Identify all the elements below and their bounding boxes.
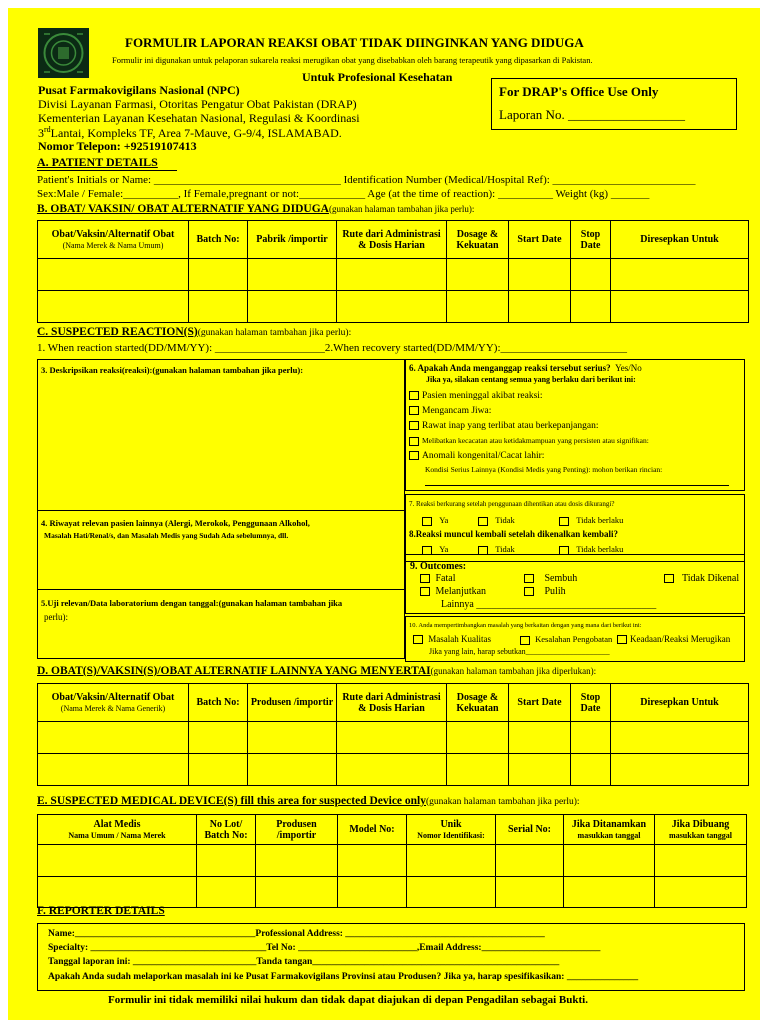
q9-sembuh[interactable]: Sembuh (524, 573, 577, 584)
q7-question: 7. Reaksi berkurang setelah penggunaan dihentikan atau dosis dikurangi? (409, 500, 615, 508)
reporter-name-line[interactable]: Name:______________________________________Professional Address: __________________________________________ (48, 929, 545, 939)
section-a-heading: A. PATIENT DETAILS (37, 155, 158, 169)
q9-tidak-dikenal[interactable]: Tidak Dikenal (664, 573, 739, 584)
q10-medication-error[interactable]: Kesalahan Pengobatan (520, 634, 612, 645)
col-prescribed-for: Diresepkan Untuk (611, 684, 749, 722)
office-use-title: For DRAP's Office Use Only (499, 84, 659, 99)
table-row[interactable] (38, 259, 749, 291)
col-model: Model No: (338, 815, 407, 845)
report-date-line[interactable]: Tanggal laporan ini: __________________________Tanda tangan____________________________________________________ (48, 957, 560, 967)
col-manufacturer: Produsen /importir (248, 684, 337, 722)
checkbox[interactable] (409, 451, 419, 460)
q9-lainnya[interactable]: Lainnya ____________________________________ (441, 599, 657, 610)
form-sheet (8, 8, 760, 1020)
reaction-description-box[interactable] (37, 359, 405, 511)
col-serial: Serial No: (496, 815, 564, 845)
col-drug-name: Obat/Vaksin/Alternatif Obat (Nama Merek & Nama Generik) (38, 684, 189, 722)
org-line-2: Divisi Layanan Farmasi, Otoritas Pengatur Obat Pakistan (DRAP) (38, 97, 357, 111)
concomitant-drug-table (37, 683, 749, 786)
section-e-heading: E. SUSPECTED MEDICAL DEVICE(S) fill this area for suspected Device only(gunakan halaman tambahan jika perlu): (37, 795, 580, 807)
col-prescribed-for: Diresepkan Untuk (611, 221, 749, 259)
lab-data-box[interactable] (37, 589, 405, 659)
q9-fatal[interactable]: Fatal (420, 573, 456, 584)
table-row[interactable] (38, 877, 747, 908)
problem-type-box (405, 616, 745, 662)
q9-melanjutkan[interactable]: Melanjutkan (420, 586, 486, 597)
q7-ya[interactable]: Ya (422, 515, 448, 526)
col-unique-id: Unik Nomor Identifikasi: (407, 815, 496, 845)
q6-sub: Jika ya, silakan centang semua yang berlaku dari berikut ini: (426, 375, 636, 384)
col-start-date: Start Date (509, 221, 571, 259)
suspected-drug-table (37, 220, 749, 323)
outcomes-box (405, 554, 745, 614)
medical-device-table (37, 814, 747, 908)
col-implanted: Jika Ditanamkan masukkan tanggal (564, 815, 655, 845)
col-explanted: Jika Dibuang masukkan tanggal (655, 815, 747, 845)
q10-other[interactable]: Jika yang lain, harap sebutkan_____________________ (429, 647, 610, 656)
col-manufacturer: Produsen /importir (256, 815, 338, 845)
patient-sex-line[interactable]: Sex:Male / Female:__________, If Female,pregnant or not:____________ Age (at the time of reaction): __________ Weight (kg) _______ (37, 188, 650, 200)
org-line-1: Pusat Farmakovigilans Nasional (NPC) (38, 83, 240, 97)
q6-question: 6. Apakah Anda menganggap reaksi tersebut serius? Yes/No (409, 363, 642, 373)
q3-label: 3. Deskripsikan reaksi(reaksi):(gunakan halaman tambahan jika perlu): (41, 365, 304, 375)
section-c-heading: C. SUSPECTED REACTION(S)(gunakan halaman tambahan jika perlu): (37, 326, 352, 338)
col-batch: Batch No: (189, 221, 248, 259)
q10-quality[interactable]: Masalah Kualitas (413, 634, 491, 644)
col-drug-name: Obat/Vaksin/Alternatif Obat (Nama Merek & Nama Umum) (38, 221, 189, 259)
q6-option-died[interactable]: Pasien meninggal akibat reaksi: (409, 391, 543, 401)
q6-option-disability[interactable]: Melibatkan kecacatan atau ketidakmampuan yang persisten atau signifikan: (409, 436, 649, 446)
q8-tidak-berlaku[interactable]: Tidak berlaku (559, 544, 623, 555)
office-use-box (491, 78, 737, 130)
checkbox[interactable] (409, 406, 419, 415)
drap-logo (38, 28, 89, 78)
table-row[interactable] (38, 845, 747, 877)
col-stop-date: Stop Date (571, 221, 611, 259)
col-route: Rute dari Administrasi & Dosis Harian (337, 221, 447, 259)
table-row[interactable] (38, 754, 749, 786)
section-d-heading: D. OBAT(S)/VAKSIN(S)/OBAT ALTERNATIF LAINNYA YANG MENYERTAI(gunakan halaman tambahan jika diperlukan): (37, 665, 597, 677)
seal-icon (38, 28, 89, 78)
q6-option-hospitalization[interactable]: Rawat inap yang terlibat atau berkepanjangan: (409, 421, 598, 431)
patient-history-box[interactable] (37, 510, 405, 590)
q6-option-life-threatening[interactable]: Mengancam Jiwa: (409, 406, 491, 416)
reaction-dates-line[interactable]: 1. When reaction started(DD/MM/YY): ____________________2.When recovery started(DD/MM/YY):_______________________ (37, 342, 628, 354)
q7-tidak[interactable]: Tidak (478, 515, 515, 526)
q8-ya[interactable]: Ya (422, 544, 448, 555)
q9-label: 9. Outcomes: (410, 561, 467, 572)
section-a-rule (37, 170, 177, 171)
patient-name-line[interactable]: Patient's Initials or Name: __________________________________ Identification Number (Medical/Hospital Ref): __________________________ (37, 174, 696, 186)
dechallenge-box (405, 494, 745, 562)
reporter-specialty-line[interactable]: Specialty: _____________________________________Tel No: _________________________,Email Address:_________________________ (48, 943, 601, 953)
reported-elsewhere-line[interactable]: Apakah Anda sudah melaporkan masalah ini ke Pusat Farmakovigilans Provinsi atau Produsen? Jika ya, harap spesifikasikan: _______________ (48, 972, 639, 982)
q8-question: 8.Reaksi muncul kembali setelah dikenalkan kembali? (409, 529, 619, 539)
col-route: Rute dari Administrasi & Dosis Harian (337, 684, 447, 722)
checkbox[interactable] (409, 421, 419, 430)
col-batch: Batch No: (189, 684, 248, 722)
checkbox[interactable] (409, 391, 419, 400)
q4-label-1: 4. Riwayat relevan pasien lainnya (Alergi, Merokok, Penggunaan Alkohol, (41, 518, 310, 528)
checkbox[interactable] (409, 437, 419, 446)
q6-option-congenital[interactable]: Anomali kongenital/Cacat lahir: (409, 451, 544, 461)
col-stop-date: Stop Date (571, 684, 611, 722)
reporter-details-box (37, 923, 745, 991)
form-subtitle: Untuk Profesional Kesehatan (302, 70, 453, 84)
q8-tidak[interactable]: Tidak (478, 544, 515, 555)
q10-adverse-event[interactable]: Keadaan/Reaksi Merugikan (617, 634, 730, 644)
col-start-date: Start Date (509, 684, 571, 722)
form-title: FORMULIR LAPORAN REAKSI OBAT TIDAK DIINGINKAN YANG DIDUGA (125, 35, 584, 50)
q6-other-line[interactable] (425, 485, 729, 486)
org-line-3: Kementerian Layanan Kesehatan Nasional, Regulasi & Koordinasi (38, 111, 360, 125)
q6-option-other: Kondisi Serius Lainnya (Kondisi Medis yang Penting): mohon berikan rincian: (425, 465, 663, 474)
section-b-heading: B. OBAT/ VAKSIN/ OBAT ALTERNATIF YANG DIDUGA(gunakan halaman tambahan jika perlu): (37, 203, 475, 215)
col-manufacturer: Pabrik /importir (248, 221, 337, 259)
q5-label-1: 5.Uji relevan/Data laboratorium dengan tanggal:(gunakan halaman tambahan jika (41, 598, 343, 608)
col-dosage: Dosage & Kekuatan (447, 221, 509, 259)
section-f-heading: F. REPORTER DETAILS (37, 905, 165, 917)
phone-number: Nomor Telepon: +92519107413 (38, 139, 197, 153)
legal-disclaimer: Formulir ini tidak memiliki nilai hukum dan tidak dapat diajukan di depan Pengadilan sebagai Bukti. (108, 994, 588, 1006)
q10-question: 10. Anda mempertimbangkan masalah yang berkaitan dengan yang mana dari berikut ini: (409, 622, 642, 629)
seriousness-box (405, 359, 745, 491)
table-row[interactable] (38, 722, 749, 754)
q4-label-2: Masalah Hati/Renal/s, dan Masalah Medis yang Sudah Ada sebelumnya, dll. (44, 531, 289, 540)
report-number-field[interactable]: Laporan No. __________________ (499, 107, 685, 122)
q7-tidak-berlaku[interactable]: Tidak berlaku (559, 515, 623, 526)
org-line-4: 3rdLantai, Kompleks TF, Area 7-Mauve, G-9/4, ISLAMABAD. (38, 125, 342, 140)
form-intro: Formulir ini digunakan untuk pelaporan sukarela reaksi merugikan obat yang disebabkan oleh barang terapeutik yang dipasarkan di Pakistan. (112, 55, 593, 65)
col-dosage: Dosage & Kekuatan (447, 684, 509, 722)
q9-pulih[interactable]: Pulih (524, 586, 566, 597)
col-lot-batch: No Lot/ Batch No: (197, 815, 256, 845)
q5-label-2: perlu): (44, 612, 68, 622)
table-row[interactable] (38, 291, 749, 323)
col-device-name: Alat Medis Nama Umum / Nama Merek (38, 815, 197, 845)
